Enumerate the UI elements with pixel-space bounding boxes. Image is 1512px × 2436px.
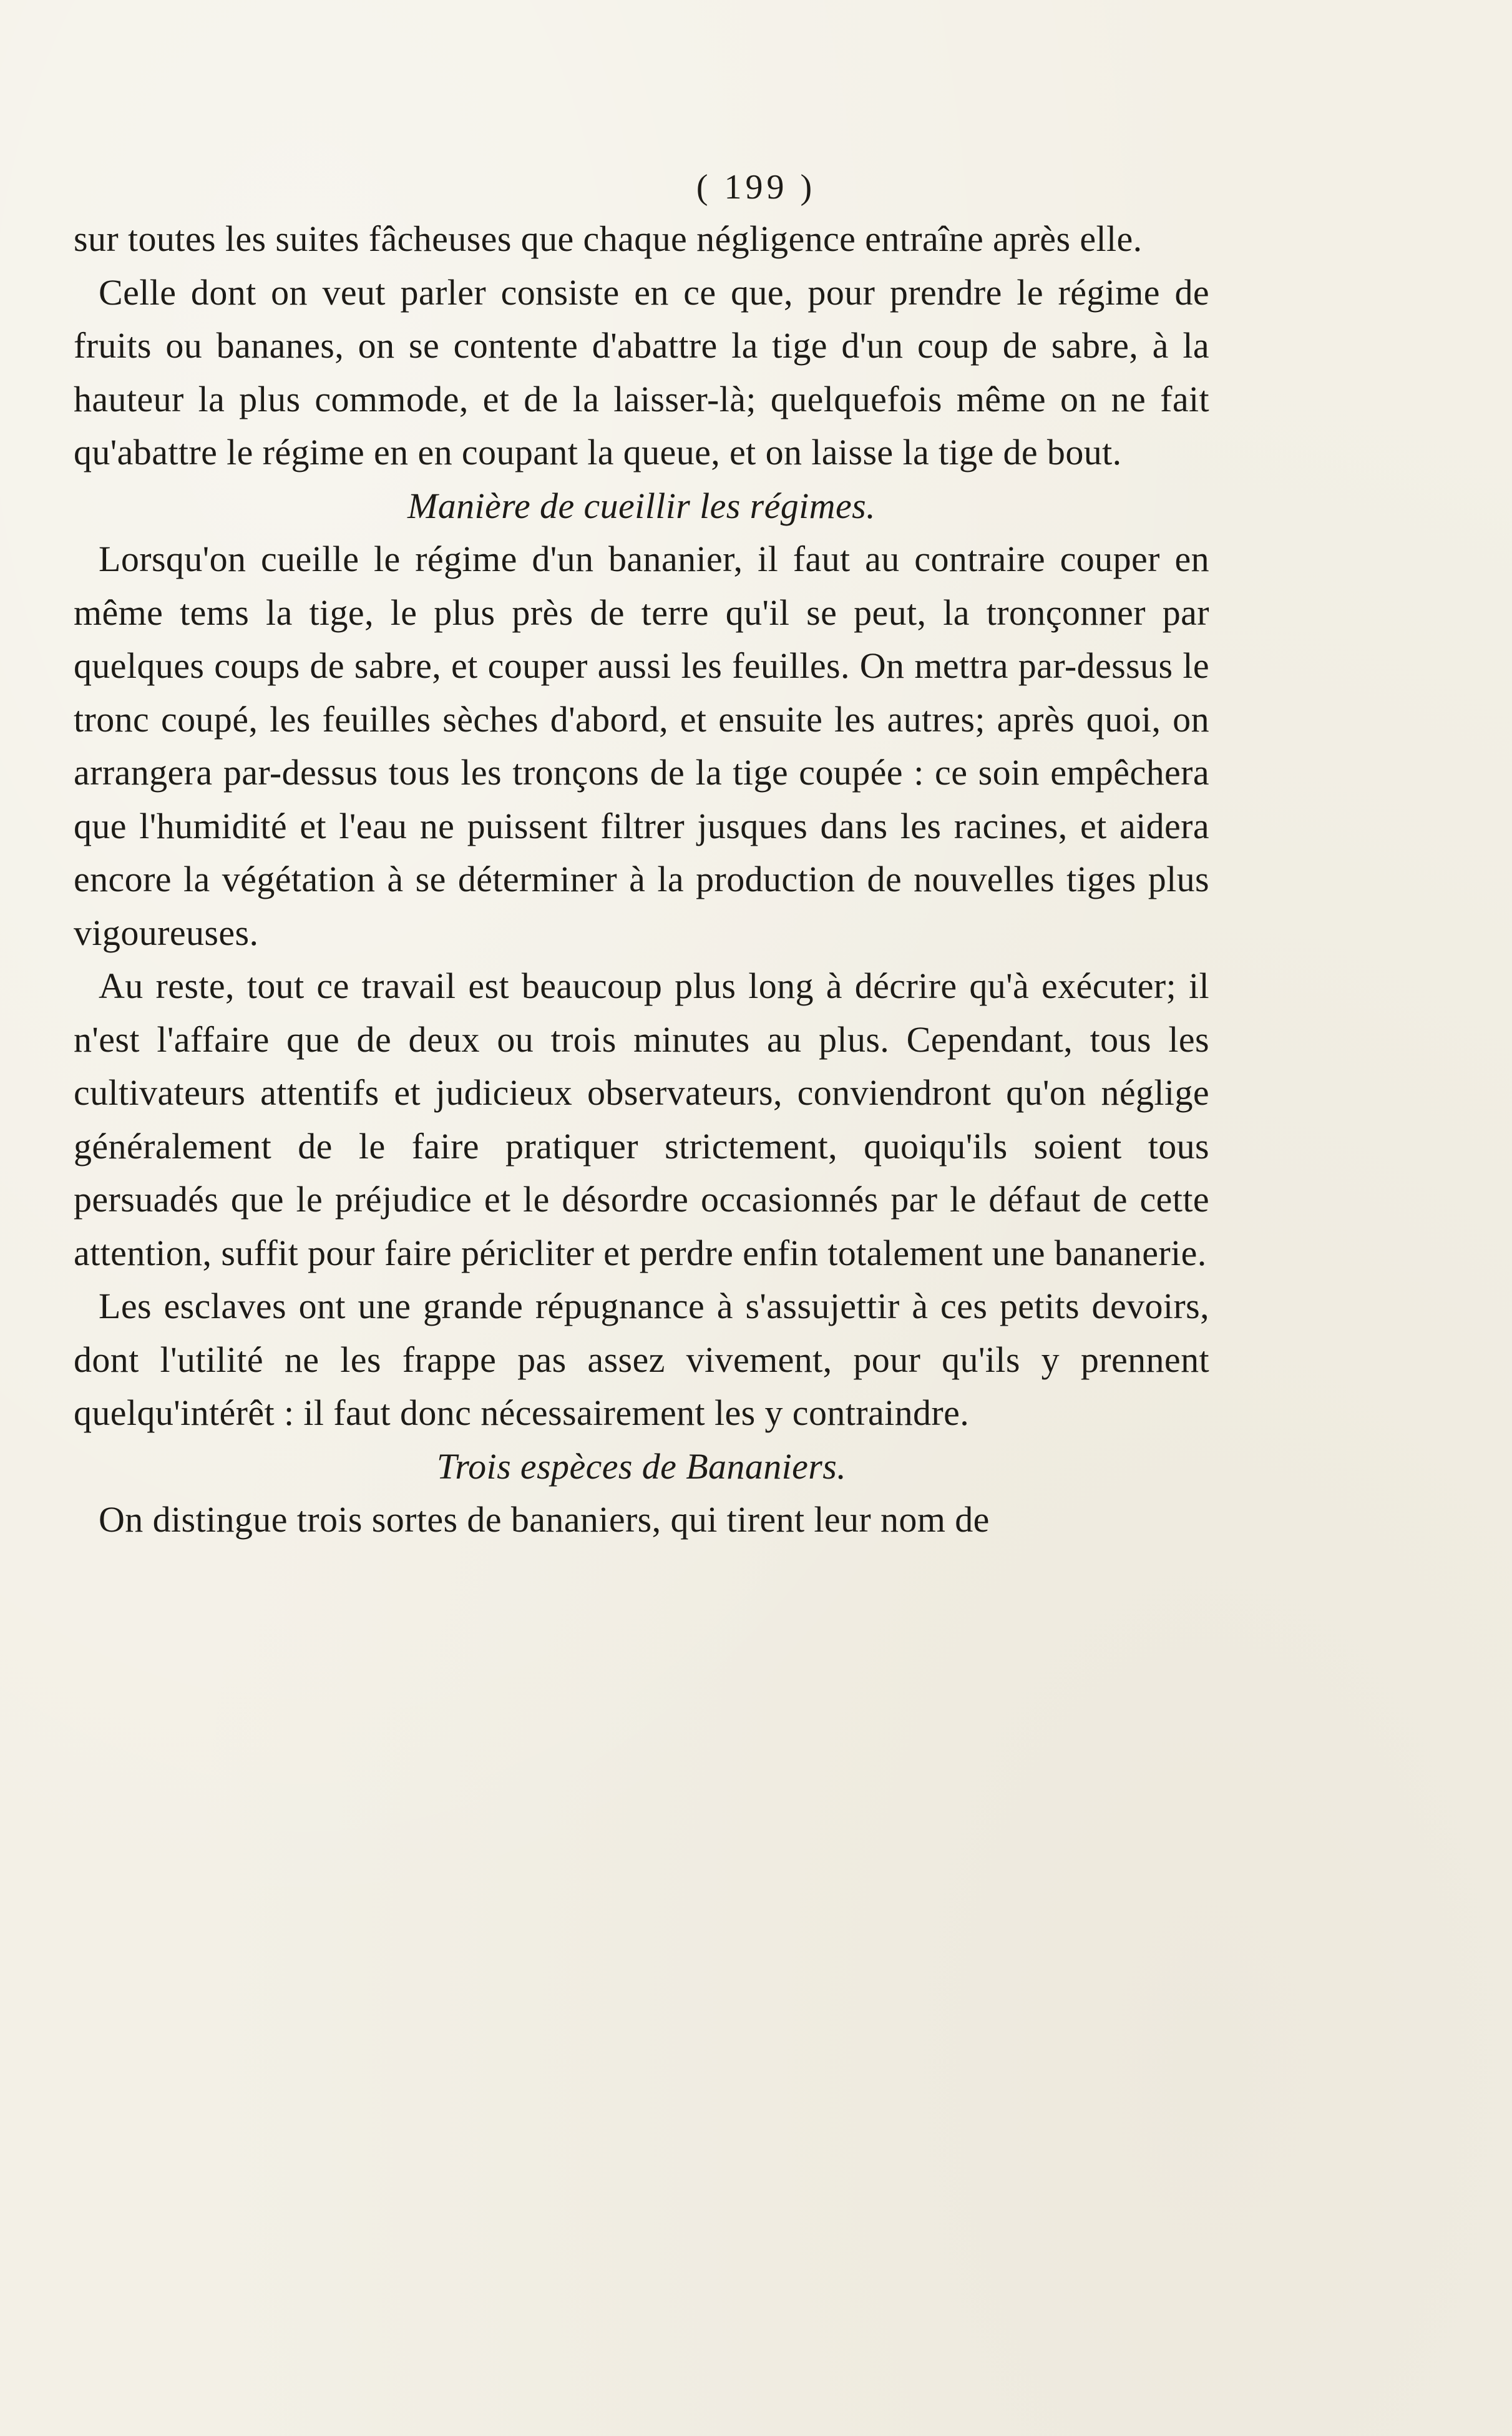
page-number: ( 199 ) [696,168,816,207]
paragraph-celle-dont: Celle dont on veut parler consiste en ce que, pour prendre le régime de fruits ou bananes, on se contente d'abattre la tige d'un coup de sabre, à la hauteur la plus commode, et de la laisser-là; quelquefois même on ne fait qu'abattre le régime en en coupant la queue, et on laisse la tige de bout. [74,271,1209,472]
paragraph-les-esclaves: Les esclaves ont une grande répugnance à s'assujettir à ces petits devoirs, dont l'utilité ne les frappe pas assez vivement, pour qu'ils y prennent quelqu'intérêt : il faut donc nécessairement les y contraindre. [74,1286,1209,1433]
section-heading-trois-especes: Trois espèces de Bananiers. [436,1445,847,1487]
section-heading-maniere: Manière de cueillir les régimes. [407,485,875,526]
paragraph-au-reste: Au reste, tout ce travail est beaucoup plus long à décrire qu'à exécuter; il n'est l'affaire que de deux ou trois minutes au plus. Cependant, tous les cultivateurs attentifs et judicieux observateurs, conviendront qu'on néglige généralement de le faire pratiquer strictement, quoiqu'ils soient tous persuadés que le préjudice et le désordre occasionnés par le défaut de cette attention, suffit pour faire péricliter et perdre enfin totalement une bananerie. [74,966,1209,1273]
paragraph-lorsquon: Lorsqu'on cueille le régime d'un bananier, il faut au contraire couper en même tems la tige, le plus près de terre qu'il se peut, la tronçonner par quelques coups de sabre, et couper aussi les feuilles. On mettra par-dessus le tronc coupé, les feuilles sèches d'abord, et ensuite les autres; après quoi, on arrangera par-dessus tous les tronçons de la tige coupée : ce soin empêchera que l'humidité et l'eau ne puissent filtrer jusques dans les racines, et aidera encore la végétation à se déterminer à la production de nouvelles tiges plus vigoureuses. [74,539,1209,953]
paragraph-on-distingue: On distingue trois sortes de bananiers, qui tirent leur nom de [99,1499,990,1540]
body-text [74,212,1209,1547]
paragraph-continuation: sur toutes les suites fâcheuses que chaque négligence entraîne après elle. [74,218,1143,259]
